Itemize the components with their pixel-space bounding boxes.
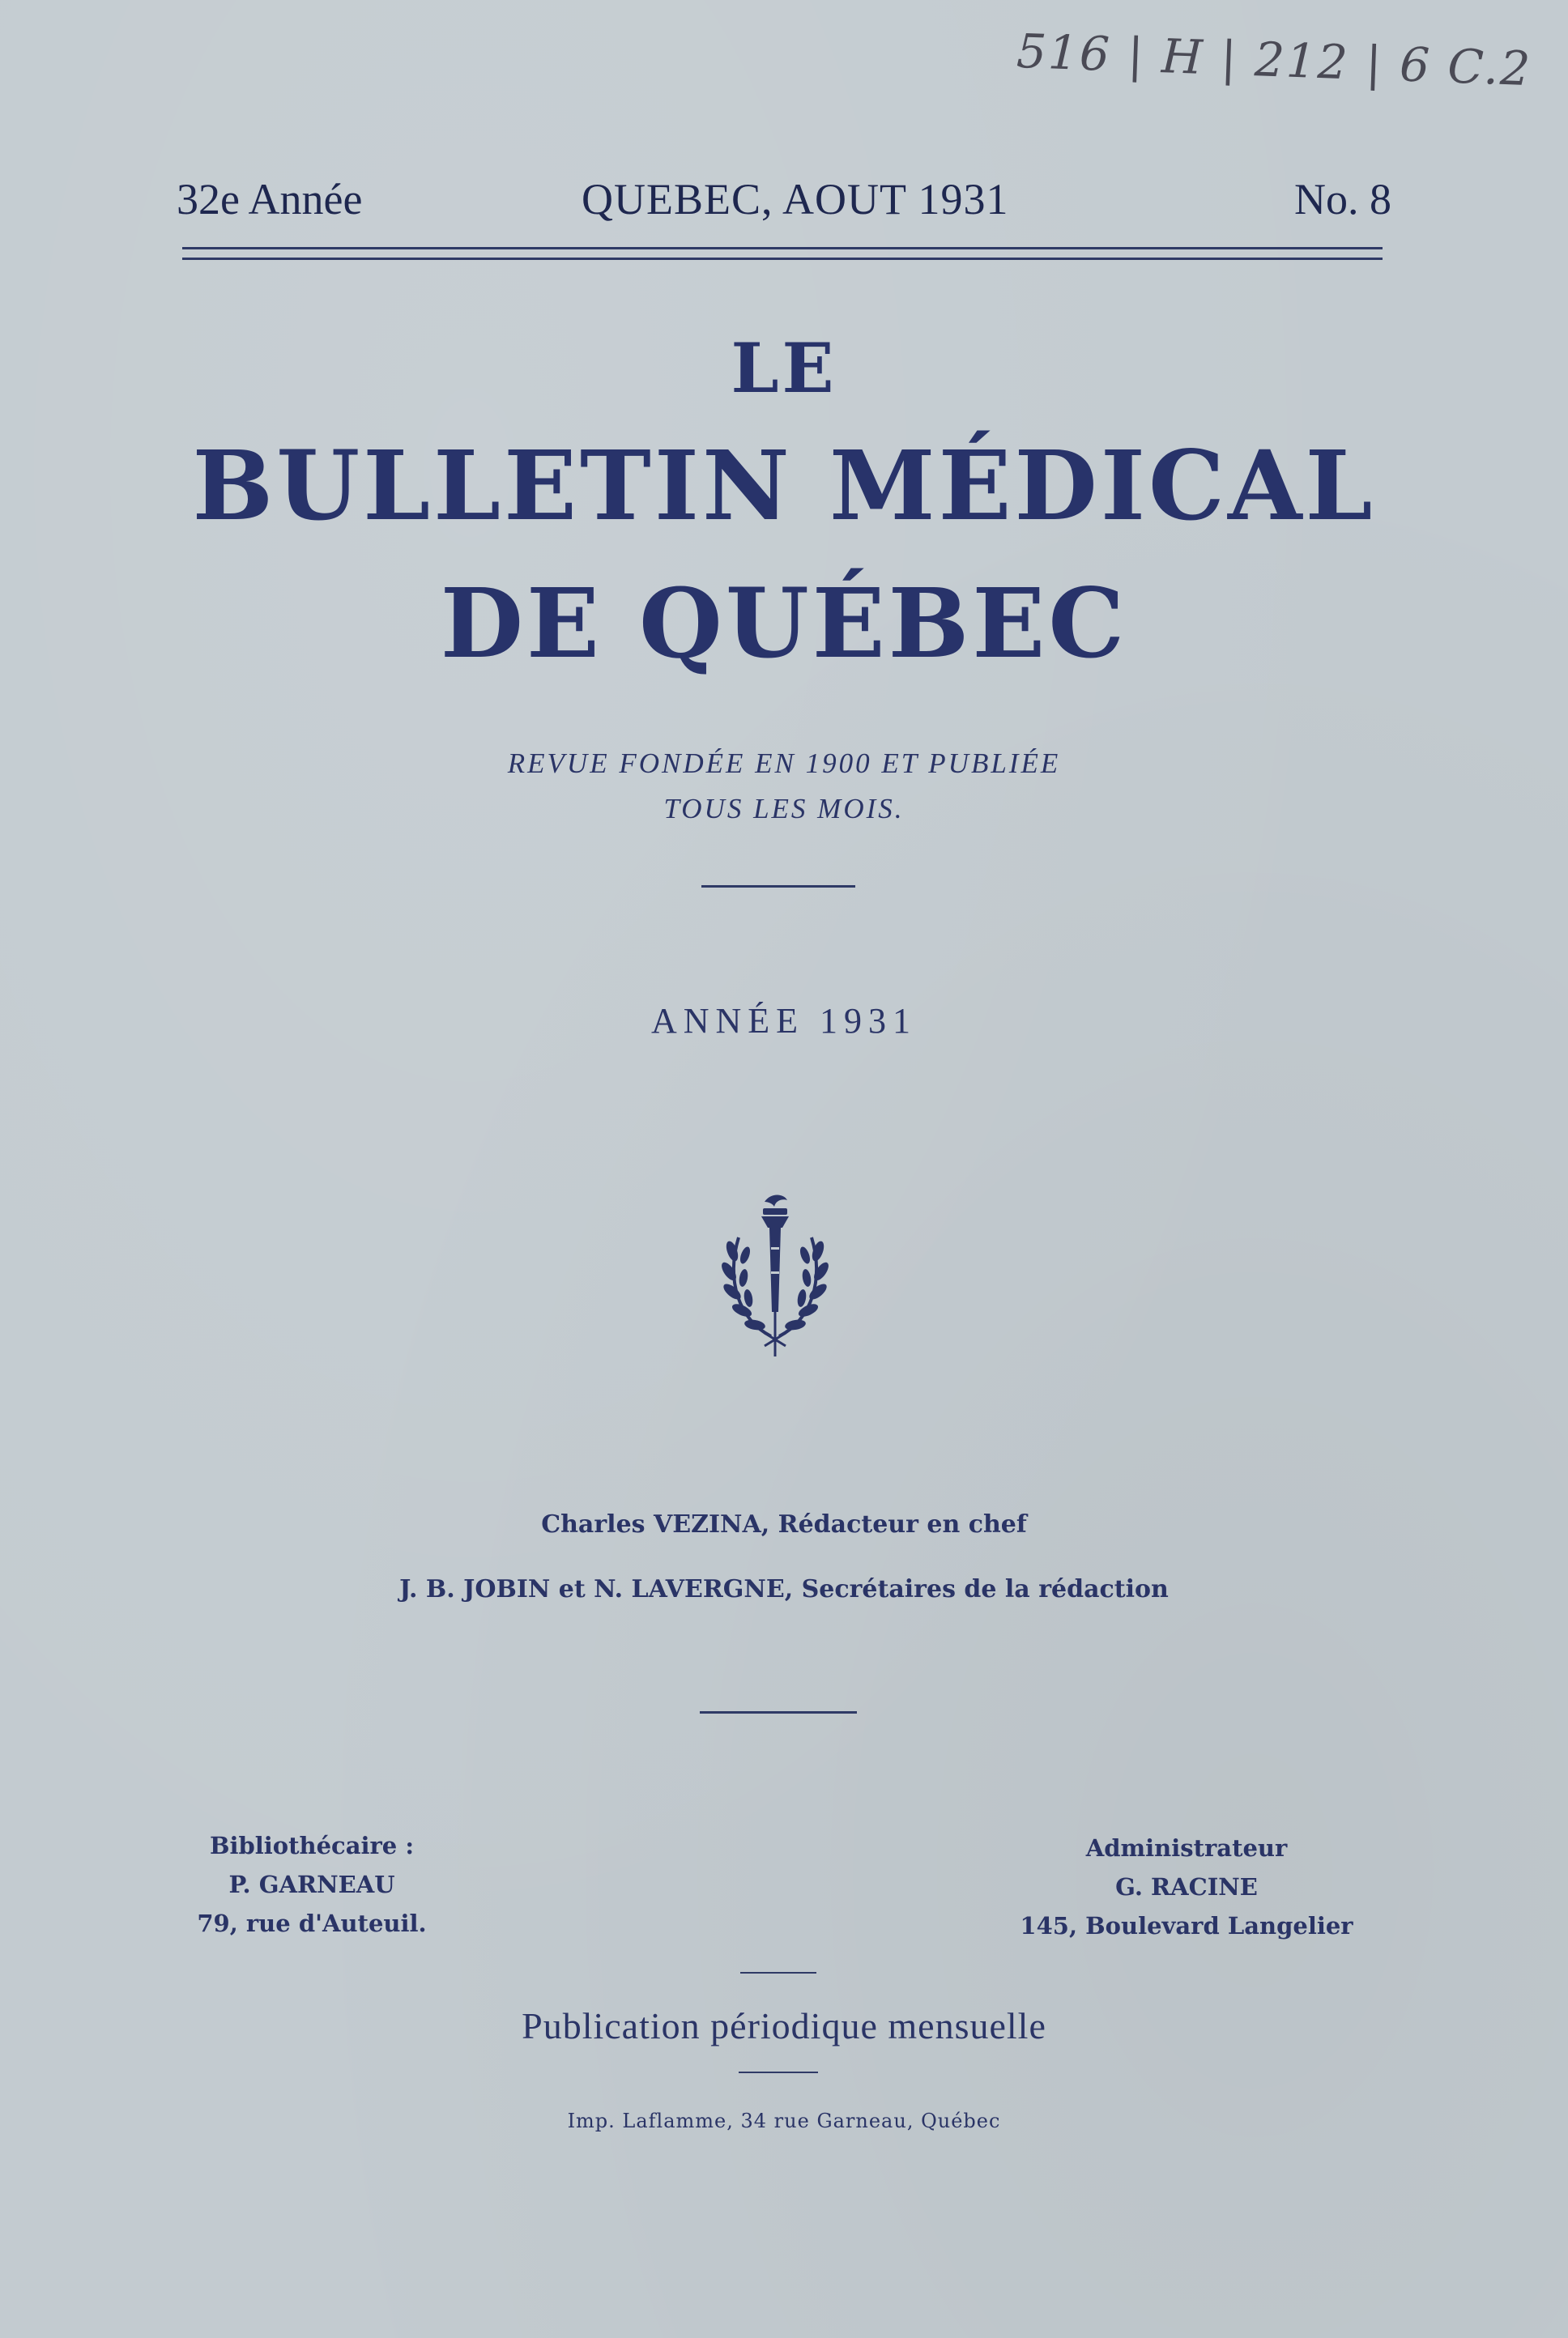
librarian-name: P. GARNEAU [228,1871,395,1898]
title-line-quebec: DE QUÉBEC [440,567,1128,679]
administrator-block [1008,1829,1365,1945]
divider-rule-1 [701,885,855,888]
administrator-address: 145, Boulevard Langelier [1020,1912,1353,1940]
editorial-secretaries: J. B. JOBIN et N. LAVERGNE, Secrétaires de la rédaction [399,1575,1169,1603]
administrator-role: Administrateur [1085,1834,1288,1862]
divider-rule-3 [740,1972,816,1974]
divider-rule-4 [739,2072,818,2073]
handwritten-catalog-mark: 516 | H | 212 | 6 C.2 [1016,23,1533,97]
subtitle-line-2: TOUS LES MOIS. [663,793,905,824]
header-double-rule [182,247,1383,260]
issue-header [177,174,1391,231]
volume-label: 32e Année [177,175,363,224]
editor-in-chief: Charles VEZINA, Rédacteur en chef [541,1510,1027,1539]
place-date-label: QUEBEC, AOUT 1931 [582,175,1009,224]
librarian-role: Bibliothécaire : [209,1832,415,1859]
administrator-name: G. RACINE [1115,1873,1258,1901]
title-line-bulletin: BULLETIN MÉDICAL [192,429,1376,542]
subtitle-line-1: REVUE FONDÉE EN 1900 ET PUBLIÉE [507,747,1061,779]
divider-rule-2 [700,1711,857,1714]
issue-number-label: No. 8 [1294,175,1391,224]
printer-imprint: Imp. Laflamme, 34 rue Garneau, Québec [567,2110,1001,2132]
librarian-block [166,1826,458,1943]
torch-wreath-emblem-icon [714,1190,836,1361]
librarian-address: 79, rue d'Auteuil. [197,1910,427,1937]
subtitle-block [0,741,1568,832]
year-label: ANNÉE 1931 [650,1001,918,1041]
title-line-le: LE [731,328,837,408]
publication-frequency: Publication périodique mensuelle [522,2005,1046,2046]
